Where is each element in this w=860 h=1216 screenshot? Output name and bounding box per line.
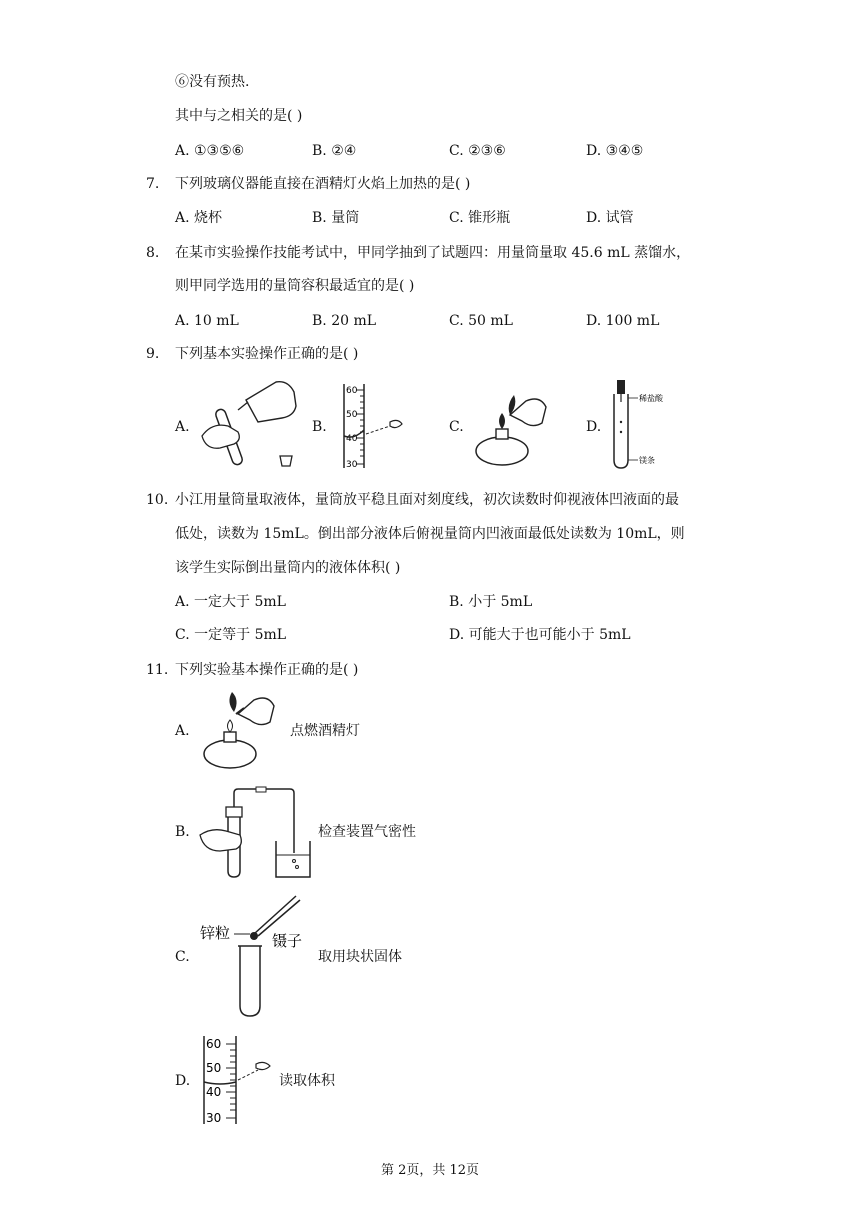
take-solid-figure [196,892,312,1020]
question-9-text: 下列基本实验操作正确的是( ) [175,346,359,362]
q11-option-b-label: 检查装置气密性 [318,824,416,840]
cylinder-tick-label: 40 [346,434,358,444]
option-c: C. ②③⑥ [449,143,506,159]
cylinder-tick-label: 60 [346,386,358,396]
cylinder-tick-label: 60 [206,1037,222,1051]
question-prompt: 其中与之相关的是( ) [175,108,303,124]
option-b: B. ②④ [312,143,357,159]
q9-option-d-letter: D. [586,419,602,435]
question-8-line-1: 在某市实验操作技能考试中，甲同学抽到了试题四：用量筒量取 45.6 mL 蒸馏水， [175,245,691,261]
q7-option-a: A. 烧杯 [175,210,223,226]
dilute-hcl-label: 稀盐酸 [639,394,663,403]
question-number-9: 9. [146,346,160,362]
tweezers-label: 镊子 [272,932,303,950]
q11-option-d-label: 读取体积 [279,1073,335,1089]
light-lamp-figure [198,688,280,774]
question-number-8: 8. [146,245,160,261]
eye-icon [256,1062,270,1069]
q10-option-c: C. 一定等于 5mL [175,627,287,643]
question-11-text: 下列实验基本操作正确的是( ) [175,662,359,678]
q11-option-a-letter: A. [175,723,190,739]
q10-option-b: B. 小于 5mL [449,594,533,610]
q9-option-c-letter: C. [449,419,464,435]
q11-option-b-letter: B. [175,824,190,840]
question-number-10: 10. [146,492,169,508]
question-8-line-2: 则甲同学选用的量筒容积最适宜的是( ) [175,278,415,294]
q7-option-b: B. 量筒 [312,210,360,226]
test-tube-figure [600,378,680,470]
airtightness-check-figure [198,785,314,881]
q8-option-c: C. 50 mL [449,313,513,329]
question-10-line-3: 该学生实际倒出量筒内的液体体积( ) [175,560,401,576]
question-10-line-1: 小江用量筒量取液体，量筒放平稳且面对刻度线，初次读数时仰视液体凹液面的最 [175,492,679,508]
q11-option-c-letter: C. [175,949,190,965]
cylinder-tick-label: 30 [346,460,358,470]
q7-option-d: D. 试管 [586,210,634,226]
question-10-line-2: 低处，读数为 15mL。倒出部分液体后俯视量筒内凹液面最低处读数为 10mL，则 [175,526,685,542]
q7-option-c: C. 锥形瓶 [449,210,511,226]
page-footer: 第 2页，共 12页 [380,1163,480,1178]
q8-option-a: A. 10 mL [175,313,239,329]
q8-option-b: B. 20 mL [312,313,377,329]
cylinder-reading-figure [328,382,408,470]
item-6-text: ⑥没有预热. [175,74,250,90]
option-a: A. ①③⑤⑥ [175,143,245,159]
option-d: D. ③④⑤ [586,143,644,159]
q9-option-b-letter: B. [312,419,327,435]
eye-icon [390,420,402,427]
lamp-lighting-figure [470,385,552,471]
q11-option-d-letter: D. [175,1073,191,1089]
question-number-7: 7. [146,176,160,192]
cylinder-tick-label: 30 [206,1111,222,1125]
magnesium-strip-label: 镁条 [639,456,655,465]
question-7-text: 下列玻璃仪器能直接在酒精灯火焰上加热的是( ) [175,176,471,192]
read-volume-figure [200,1034,284,1126]
q9-option-a-letter: A. [175,419,190,435]
q10-option-a: A. 一定大于 5mL [175,594,286,610]
cylinder-tick-label: 50 [346,410,358,420]
question-number-11: 11. [146,662,169,678]
q11-option-c-label: 取用块状固体 [318,949,402,965]
cylinder-tick-label: 50 [206,1061,222,1075]
q8-option-d: D. 100 mL [586,313,660,329]
pour-liquid-figure [198,378,304,470]
q11-option-a-label: 点燃酒精灯 [290,723,360,739]
zinc-granule-label: 锌粒 [200,924,231,942]
q10-option-d: D. 可能大于也可能小于 5mL [449,627,631,643]
cylinder-tick-label: 40 [206,1085,222,1099]
